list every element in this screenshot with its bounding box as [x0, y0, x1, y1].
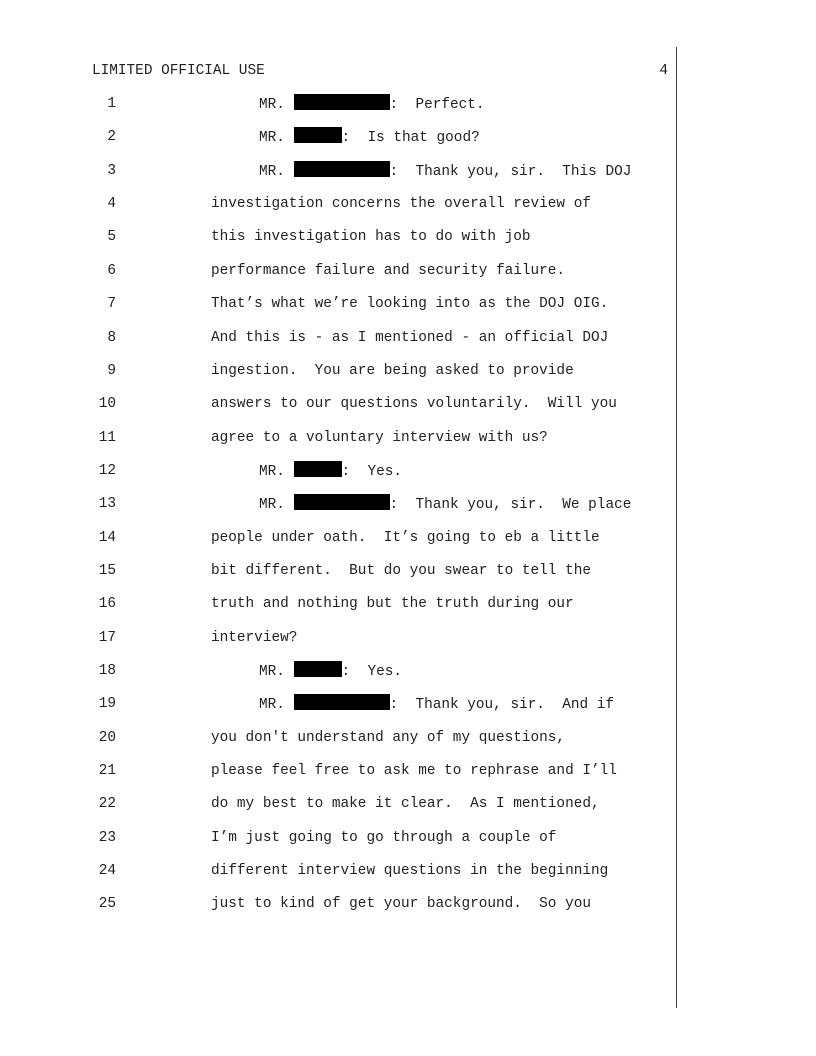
transcript-line [0, 828, 816, 848]
line-number: 23 [98, 829, 116, 846]
line-text [259, 694, 614, 715]
line-text: agree to a voluntary interview with us? [211, 429, 548, 446]
line-text: answers to our questions voluntarily. Will you [211, 396, 617, 413]
transcript-line [0, 461, 816, 481]
line-number: 18 [98, 663, 116, 679]
line-text: you don't understand any of my questions, [211, 729, 566, 746]
spoken-text: : Thank you, sir. And if [389, 697, 615, 714]
classification-label: LIMITED OFFICIAL USE [92, 63, 265, 79]
line-text: That’s what we’re looking into as the DOJ OIG. [211, 296, 609, 313]
transcript-line [0, 161, 816, 181]
line-text: please feel free to ask me to rephrase and I’ll [211, 763, 617, 779]
line-text: performance failure and security failure. [211, 262, 566, 279]
transcript-line [0, 728, 816, 748]
transcript-line [0, 127, 816, 147]
transcript-line [0, 194, 816, 214]
redaction-box [294, 94, 390, 110]
speaker-label: MR. [259, 97, 294, 113]
line-text: this investigation has to do with job [211, 229, 531, 246]
line-text: truth and nothing but the truth during our [211, 596, 574, 613]
line-text: people under oath. It’s going to eb a little [211, 529, 600, 546]
transcript-line [0, 428, 816, 448]
line-number: 8 [107, 329, 116, 346]
line-text: different interview questions in the beginning [211, 863, 609, 880]
line-text [259, 661, 402, 682]
line-text [259, 94, 485, 115]
line-text: bit different. But do you swear to tell the [211, 562, 591, 579]
line-number: 25 [98, 896, 116, 913]
line-text: And this is - as I mentioned - an official DOJ [211, 329, 609, 346]
line-number: 11 [98, 429, 116, 446]
speaker-label: MR. [259, 463, 294, 480]
line-number: 1 [107, 96, 116, 112]
line-number: 17 [98, 629, 116, 646]
speaker-label: MR. [259, 697, 294, 714]
speaker-label: MR. [259, 163, 294, 180]
line-number: 21 [98, 763, 116, 779]
redaction-box [294, 127, 342, 143]
spoken-text: : Thank you, sir. This DOJ [389, 163, 632, 180]
transcript-line [0, 394, 816, 414]
transcript-line [0, 894, 816, 914]
transcript-line [0, 227, 816, 247]
transcript-line [0, 794, 816, 814]
line-number: 16 [98, 596, 116, 613]
line-number: 15 [98, 562, 116, 579]
line-number: 24 [98, 863, 116, 880]
line-number: 10 [98, 396, 116, 413]
line-number: 2 [107, 129, 116, 146]
line-text [259, 461, 402, 482]
line-number: 6 [107, 262, 116, 279]
spoken-text: : Yes. [341, 463, 402, 480]
line-text: just to kind of get your background. So you [211, 896, 591, 913]
line-number: 19 [98, 696, 116, 713]
transcript-line [0, 861, 816, 881]
spoken-text: : Perfect. [389, 97, 485, 113]
transcript-line [0, 761, 816, 781]
transcript-line [0, 328, 816, 348]
line-number: 3 [107, 162, 116, 179]
transcript-line [0, 261, 816, 281]
transcript-line [0, 628, 816, 648]
speaker-label: MR. [259, 664, 294, 680]
line-text [259, 127, 480, 148]
line-number: 13 [98, 496, 116, 513]
line-text [259, 161, 631, 182]
transcript-line [0, 294, 816, 314]
spoken-text: : Is that good? [341, 130, 480, 147]
line-number: 20 [98, 729, 116, 746]
line-text [259, 494, 631, 515]
speaker-label: MR. [259, 130, 294, 147]
line-text: I’m just going to go through a couple of [211, 829, 557, 846]
redaction-box [294, 661, 342, 677]
redaction-box [294, 694, 390, 710]
page-number: 4 [659, 63, 668, 79]
line-text: investigation concerns the overall review of [211, 196, 591, 213]
redaction-box [294, 494, 390, 510]
line-number: 4 [107, 196, 116, 213]
transcript-line [0, 494, 816, 514]
transcript-line [0, 94, 816, 114]
speaker-label: MR. [259, 497, 294, 514]
transcript-line [0, 361, 816, 381]
line-number: 9 [107, 362, 116, 379]
line-number: 14 [98, 529, 116, 546]
line-text: interview? [211, 629, 298, 646]
transcript-line [0, 528, 816, 548]
transcript-line [0, 694, 816, 714]
line-text: ingestion. You are being asked to provide [211, 362, 574, 379]
spoken-text: : Yes. [341, 664, 402, 680]
line-text: do my best to make it clear. As I mentioned, [211, 796, 600, 813]
transcript-line [0, 661, 816, 681]
transcript-line [0, 594, 816, 614]
spoken-text: : Thank you, sir. We place [389, 497, 632, 514]
line-number: 22 [98, 796, 116, 813]
transcript-line [0, 561, 816, 581]
line-number: 5 [107, 229, 116, 246]
redaction-box [294, 161, 390, 177]
redaction-box [294, 461, 342, 477]
line-number: 12 [98, 462, 116, 479]
line-number: 7 [107, 296, 116, 313]
